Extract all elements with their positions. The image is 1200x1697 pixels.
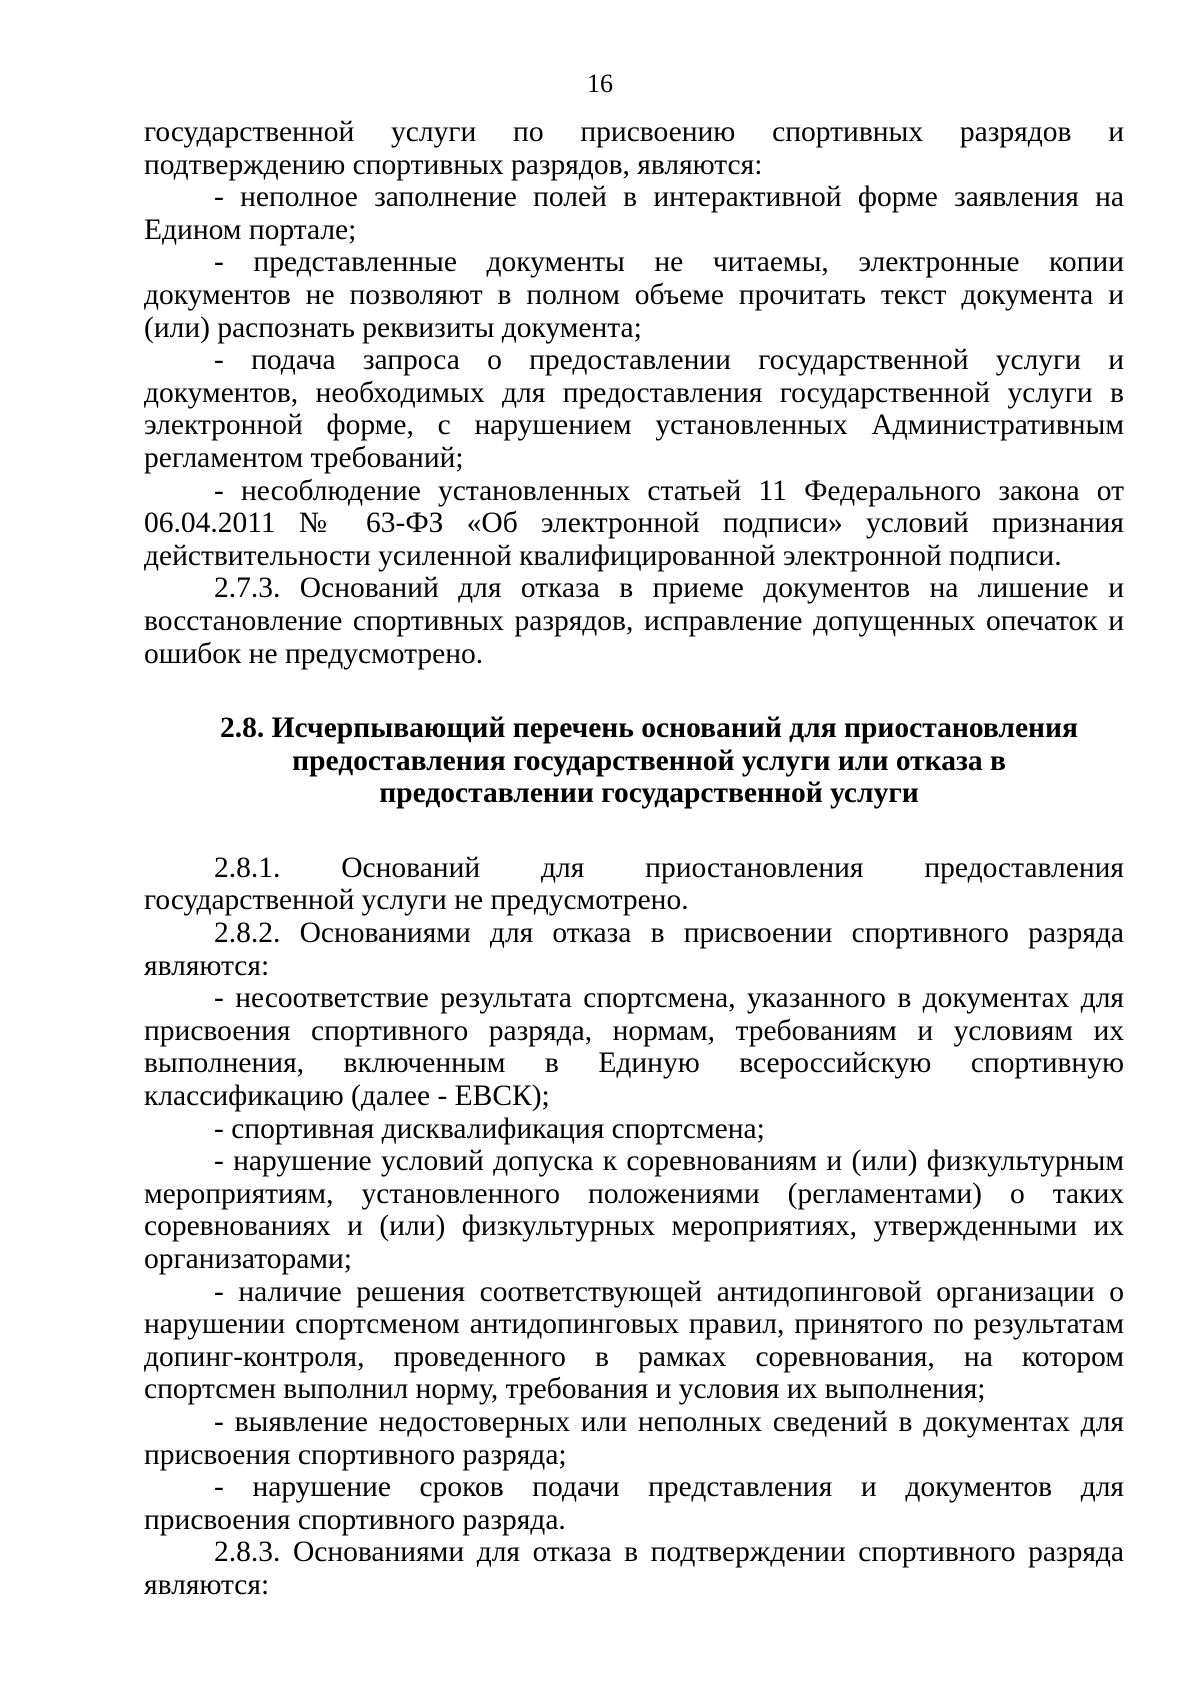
list-item: - неполное заполнение полей в интерактивной форме заявления на Едином портале; [144, 181, 1124, 246]
list-item: - спортивная дисквалификация спортсмена; [214, 1112, 765, 1145]
clause-2-8-3: 2.8.3. Основаниями для отказа в подтверждении спортивного разряда являются: [144, 1536, 1124, 1601]
list-item: - подача запроса о предоставлении государственной услуги и документов, необходимых для предоставления государственной услуги в электронной форме, с нарушением установленных Административным регламентом требований; [144, 344, 1124, 474]
section-heading-2-8: 2.8. Исчерпывающий перечень оснований для приостановления предоставления государственной услуги или отказа в предоставлении государственной услуги [219, 712, 1078, 810]
clause-2-7-3: 2.7.3. Оснований для отказа в приеме документов на лишение и восстановление спортивных разрядов, исправление допущенных опечаток и ошибок не предусмотрено. [144, 572, 1124, 670]
page-number: 16 [587, 69, 613, 98]
list-item: - несоблюдение установленных статьей 11 Федерального закона от 06.04.2011 № 63-ФЗ «Об электронной подписи» условий признания действительности усиленной квалифицированной электронной подписи. [144, 474, 1124, 572]
list-item: - нарушение сроков подачи представления и документов для присвоения спортивного разряда. [144, 1471, 1124, 1536]
paragraph-continuation: государственной услуги по присвоению спортивных разрядов и подтверждению спортивных разрядов, являются: [144, 116, 1124, 181]
list-item: - наличие решения соответствующей антидопинговой организации о нарушении спортсменом антидопинговых правил, принятого по результатам допинг-контроля, проведенного в рамках соревнования, на котором спортсмен выполнил норму, требования и условия их выполнения; [144, 1275, 1124, 1406]
clause-2-8-2: 2.8.2. Основаниями для отказа в присвоении спортивного разряда являются: [144, 917, 1124, 982]
clause-2-8-1: 2.8.1. Оснований для приостановления предоставления государственной услуги не предусмотрено. [144, 851, 1124, 917]
list-item: - выявление недостоверных или неполных сведений в документах для присвоения спортивного разряда; [144, 1405, 1124, 1471]
list-item: - несоответствие результата спортсмена, указанного в документах для присвоения спортивного разряда, нормам, требованиям и условиям их выполнения, включенным в Единую всероссийскую спортивную классификацию (далее - ЕВСК); [144, 982, 1124, 1113]
document-body [144, 116, 1124, 1602]
list-item: - нарушение условий допуска к соревнованиям и (или) физкультурным мероприятиям, установленного положениями (регламентами) о таких соревнованиях и (или) физкультурных мероприятиях, утвержденными их организаторами; [144, 1145, 1124, 1275]
list-item: - представленные документы не читаемы, электронные копии документов не позволяют в полном объеме прочитать текст документа и (или) распознать реквизиты документа; [144, 246, 1124, 344]
